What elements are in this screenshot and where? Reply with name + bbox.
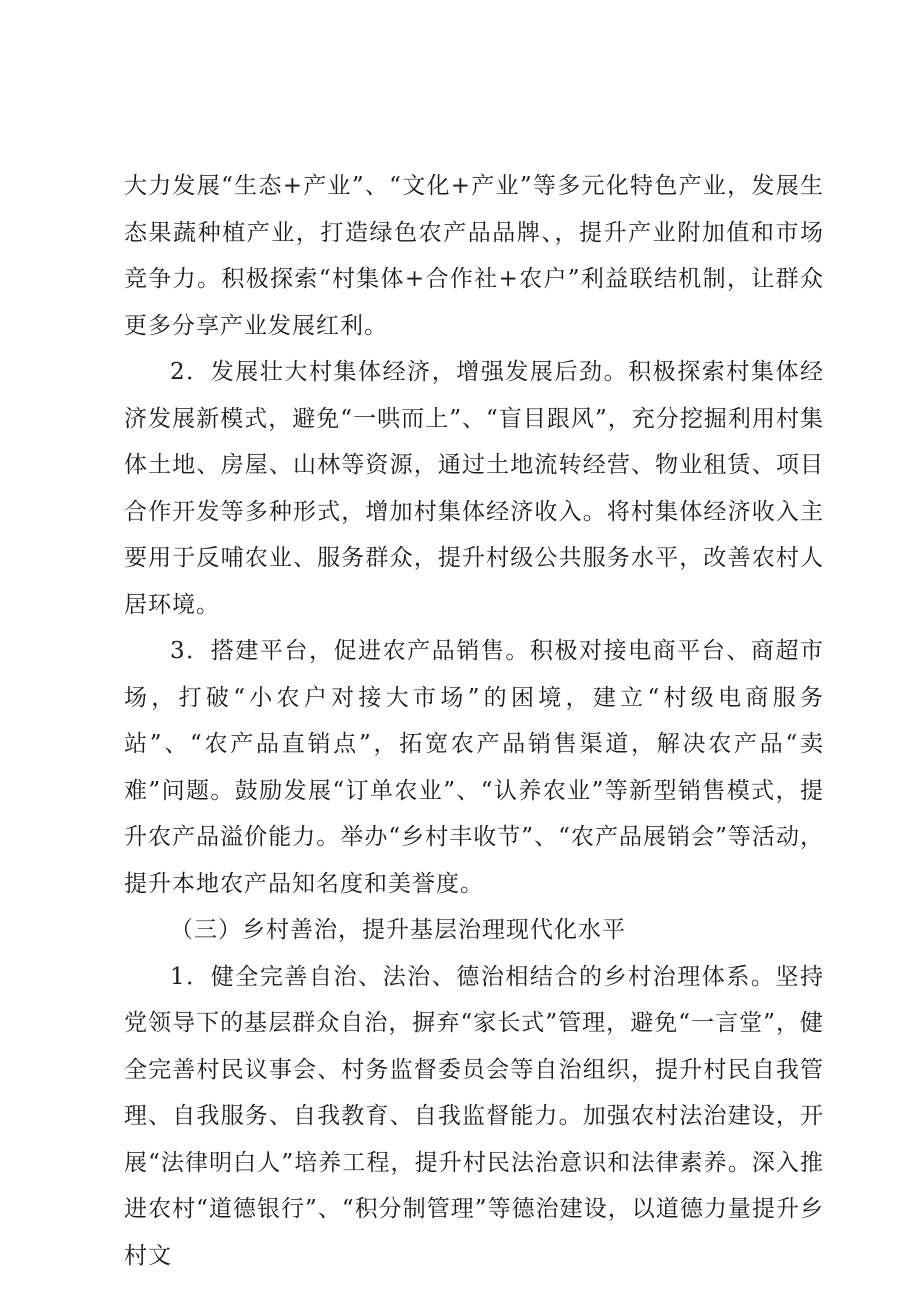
- paragraph-collective-economy: 2．发展壮大村集体经济，增强发展后劲。积极探索村集体经济发展新模式，避免“一哄而上”、“盲目跟风”，充分挖掘利用村集体土地、房屋、山林等资源，通过土地流转经营、物业租赁、项目合作开发等多种形式，增加村集体经济收入。将村集体经济收入主要用于反哺农业、服务群众，提升村级公共服务水平，改善农村人居环境。: [124, 359, 824, 618]
- paragraph-governance-system: 1．健全完善自治、法治、德治相结合的乡村治理体系。坚持党领导下的基层群众自治，摒弃“家长式”管理，避免“一言堂”，健全完善村民议事会、村务监督委员会等自治组织，提升村民自我管理、自我服务、自我教育、自我监督能力。加强农村法治建设，开展“法律明白人”培养工程，提升村民法治意识和法律素养。深入推进农村“道德银行”、“积分制管理”等德治建设，以道德力量提升乡村文: [124, 963, 824, 1269]
- document-body: [124, 163, 824, 1279]
- paragraph-sales-platform: 3．搭建平台，促进农产品销售。积极对接电商平台、商超市场，打破“小农户对接大市场”的困境，建立“村级电商服务站”、“农产品直销点”，拓宽农产品销售渠道，解决农产品“卖难”问题。鼓励发展“订单农业”、“认养农业”等新型销售模式，提升农产品溢价能力。举办“乡村丰收节”、“农产品展销会”等活动，提升本地农产品知名度和美誉度。: [124, 638, 824, 897]
- paragraph-industry-development: 大力发展“生态+产业”、“文化+产业”等多元化特色产业，发展生态果蔬种植产业，打造绿色农产品品牌、，提升产业附加值和市场竞争力。积极探索“村集体+合作社+农户”利益联结机制，让群众更多分享产业发展红利。: [124, 173, 824, 339]
- section-heading-rural-governance: （三）乡村善治，提升基层治理现代化水平: [170, 917, 626, 943]
